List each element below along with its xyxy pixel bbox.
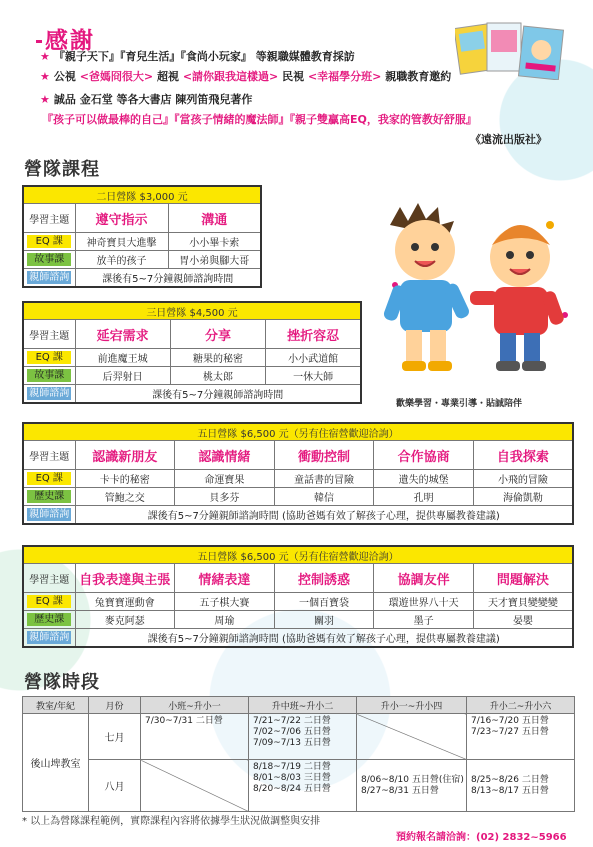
star-icon: ★ xyxy=(40,93,50,106)
publisher: 《遠流出版社》 xyxy=(470,133,547,146)
schedule-cell: 8/18~7/19 二日營 8/01~8/03 三日營 8/20~8/24 五日營 xyxy=(249,760,357,812)
story-cell: 胃小弟與腳大哥 xyxy=(168,251,261,269)
parent-label: 親師諮詢 xyxy=(29,632,70,643)
schedule-cell: 8/06~8/10 五日營(住宿) 8/27~8/31 五日營 xyxy=(357,760,467,812)
eq-cell: 小飛的冒險 xyxy=(473,470,573,488)
parent-cell: 課後有5~7分鐘親師諮詢時間 (協助爸媽有效了解孩子心理，提供專屬教養建議) xyxy=(75,629,573,648)
theme-label: 學習主題 xyxy=(23,204,75,233)
eq-cell: 一個百寶袋 xyxy=(274,593,374,611)
theme-cell: 分享 xyxy=(170,320,265,349)
story-cell: 后羿射日 xyxy=(75,367,170,385)
camp-2day-table xyxy=(22,185,262,288)
book-titles: 『孩子可以做最棒的自己』『當孩子情緒的魔法師』『親子雙贏高EQ，我家的管教好舒服』 xyxy=(42,113,477,126)
schedule-month: 七月 xyxy=(89,714,141,760)
schedule-section-title: 營隊時段 xyxy=(24,672,100,693)
eq-cell: 前進魔王城 xyxy=(75,349,170,367)
theme-cell: 認識情緒 xyxy=(175,441,275,470)
schedule-header: 月份 xyxy=(89,697,141,714)
history-cell: 墨子 xyxy=(374,611,474,629)
camp-5day-table-a xyxy=(22,422,574,525)
schedule-cell: 7/16~7/20 五日營 7/23~7/27 五日營 xyxy=(467,714,575,760)
contact-phone: 預約報名請洽詢：(02) 2832~5966 xyxy=(396,832,567,843)
eq-cell: 神奇寶貝大進擊 xyxy=(75,233,168,251)
parent-label: 親師諮詢 xyxy=(29,509,70,520)
theme-cell: 衝動控制 xyxy=(274,441,374,470)
theme-cell: 自我表達與主張 xyxy=(75,564,175,593)
parent-cell: 課後有5~7分鐘親師諮詢時間 xyxy=(75,385,361,404)
story-cell: 桃太郎 xyxy=(170,367,265,385)
theme-cell: 延宕需求 xyxy=(75,320,170,349)
eq-cell: 卡卡的秘密 xyxy=(75,470,175,488)
story-cell: 放羊的孩子 xyxy=(75,251,168,269)
story-cell: 一休大師 xyxy=(266,367,361,385)
story-label: 故事課 xyxy=(27,369,71,382)
schedule-header: 教室/年紀 xyxy=(23,697,89,714)
theme-label: 學習主題 xyxy=(23,320,75,349)
history-cell: 孔明 xyxy=(374,488,474,506)
eq-cell: 環遊世界八十天 xyxy=(374,593,474,611)
eq-label: EQ 課 xyxy=(27,472,71,485)
history-cell: 麥克阿瑟 xyxy=(75,611,175,629)
star-icon: ★ xyxy=(40,50,50,63)
history-cell: 韓信 xyxy=(274,488,374,506)
schedule-cell: 8/25~8/26 二日營 8/13~8/17 五日營 xyxy=(467,760,575,812)
history-cell: 管鮑之交 xyxy=(75,488,175,506)
schedule-table xyxy=(22,696,575,812)
schedule-cell: 7/21~7/22 二日營 7/02~7/06 五日營 7/09~7/13 五日營 xyxy=(249,714,357,760)
theme-label: 學習主題 xyxy=(23,441,75,470)
theme-cell: 情緒表達 xyxy=(175,564,275,593)
theme-cell: 自我探索 xyxy=(473,441,573,470)
eq-cell: 兔寶寶運動會 xyxy=(75,593,175,611)
camp-header: 五日營隊 $6,500 元（另有住宿營歡迎洽詢） xyxy=(23,546,573,564)
eq-label: EQ 課 xyxy=(27,595,71,608)
theme-cell: 溝通 xyxy=(168,204,261,233)
parent-label: 親師諮詢 xyxy=(29,272,70,283)
thanks-line-media: ★ 『親子天下』『育兒生活』『食尚小玩家』 等親職媒體教育採訪 xyxy=(40,50,355,63)
thanks-line-tv: ★ 公視 <爸媽冏很大> 超視 <請你跟我這樣過> 民視 <幸福學分班> 親職教育邀約 xyxy=(40,70,452,83)
history-cell: 海倫凱勒 xyxy=(473,488,573,506)
theme-cell: 認識新朋友 xyxy=(75,441,175,470)
history-cell: 周瑜 xyxy=(175,611,275,629)
kids-illustration xyxy=(370,195,580,385)
schedule-header: 小班~升小一 xyxy=(141,697,249,714)
footnote: * 以上為營隊課程範例，實際課程內容將依據學生狀況做調整與安排 xyxy=(22,816,321,827)
theme-cell: 挫折容忍 xyxy=(266,320,361,349)
schedule-cell-empty xyxy=(141,760,249,812)
parent-label: 親師諮詢 xyxy=(29,388,70,399)
illustration-caption: 歡樂學習・專業引導・貼誠陪伴 xyxy=(396,399,523,409)
schedule-header: 升小二~升小六 xyxy=(467,697,575,714)
history-cell: 晏嬰 xyxy=(473,611,573,629)
schedule-cell: 7/30~7/31 二日營 xyxy=(141,714,249,760)
eq-cell: 糖果的秘密 xyxy=(170,349,265,367)
thanks-line-books: ★ 誠品 金石堂 等各大書店 陳列笛飛兒著作 xyxy=(40,93,253,106)
parent-cell: 課後有5~7分鐘親師諮詢時間 xyxy=(75,269,261,288)
theme-cell: 協調友伴 xyxy=(374,564,474,593)
camp-5day-table-b xyxy=(22,545,574,648)
schedule-month: 八月 xyxy=(89,760,141,812)
camp-header: 三日營隊 $4,500 元 xyxy=(23,302,361,320)
story-label: 故事課 xyxy=(27,253,71,266)
eq-cell: 遺失的城堡 xyxy=(374,470,474,488)
eq-cell: 童話書的冒險 xyxy=(274,470,374,488)
thanks-title: 感謝 xyxy=(36,22,95,55)
schedule-header: 升中班~升小二 xyxy=(249,697,357,714)
theme-cell: 遵守指示 xyxy=(75,204,168,233)
eq-label: EQ 課 xyxy=(27,235,71,248)
camp-3day-table xyxy=(22,301,362,404)
course-section-title: 營隊課程 xyxy=(24,159,100,180)
theme-label: 學習主題 xyxy=(23,564,75,593)
eq-cell: 天才寶貝變變變 xyxy=(473,593,573,611)
history-cell: 貝多芬 xyxy=(175,488,275,506)
history-cell: 關羽 xyxy=(274,611,374,629)
eq-label: EQ 課 xyxy=(27,351,71,364)
camp-header: 五日營隊 $6,500 元（另有住宿營歡迎洽詢） xyxy=(23,423,573,441)
eq-cell: 小小畢卡索 xyxy=(168,233,261,251)
parent-cell: 課後有5~7分鐘親師諮詢時間 (協助爸媽有效了解孩子心理，提供專屬教養建議) xyxy=(75,506,573,525)
theme-cell: 合作協商 xyxy=(374,441,474,470)
star-icon: ★ xyxy=(40,70,50,83)
schedule-location: 後山埤教室 xyxy=(23,714,89,812)
eq-cell: 五子棋大賽 xyxy=(175,593,275,611)
history-label: 歷史課 xyxy=(27,490,71,503)
history-label: 歷史課 xyxy=(27,613,71,626)
schedule-cell-empty xyxy=(357,714,467,760)
eq-cell: 小小武道館 xyxy=(266,349,361,367)
eq-cell: 命運寶果 xyxy=(175,470,275,488)
camp-header: 二日營隊 $3,000 元 xyxy=(23,186,261,204)
theme-cell: 問題解決 xyxy=(473,564,573,593)
schedule-header: 升小一~升小四 xyxy=(357,697,467,714)
book-covers-image xyxy=(455,20,580,80)
theme-cell: 控制誘惑 xyxy=(274,564,374,593)
